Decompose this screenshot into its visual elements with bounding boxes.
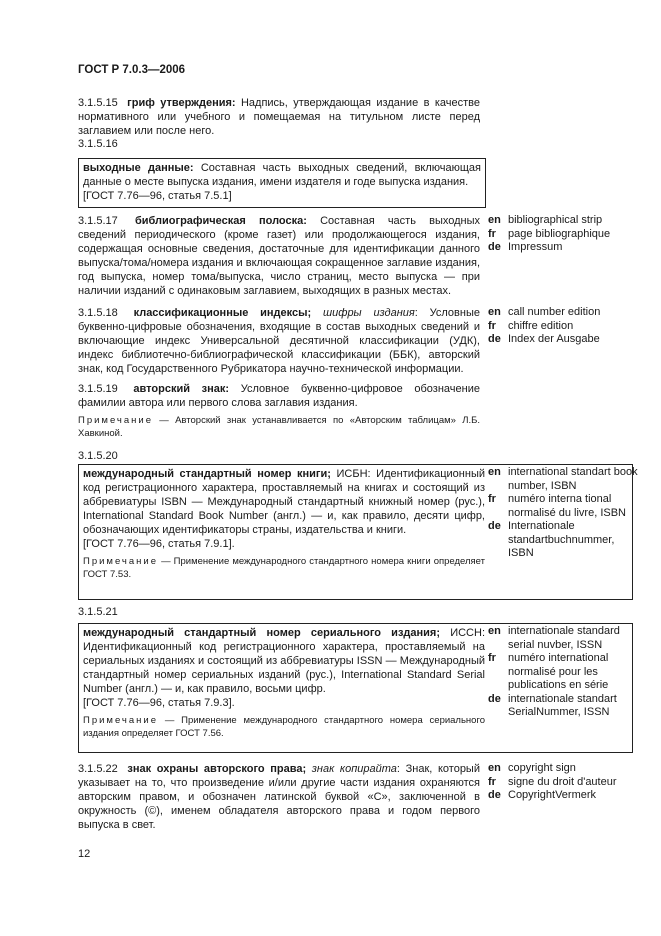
page-number: 12 — [78, 848, 91, 860]
equivalent-de: de Index der Ausgabe — [488, 333, 600, 345]
entry-3-1-5-15 — [78, 96, 480, 138]
note-label: Примечание — [83, 556, 158, 567]
entry-note — [83, 714, 485, 740]
entry-number: 3.1.5.18 — [78, 307, 118, 319]
note-label: Примечание — [78, 415, 153, 426]
equivalent-en: en international standart book number, ISBN — [488, 466, 638, 492]
entry-note — [78, 414, 480, 440]
entry-reference: [ГОСТ 7.76—96, статья 7.9.3]. — [83, 697, 235, 709]
entry-abbreviation: ИСБН: — [336, 468, 371, 480]
entry-definition: Идентификационный код регистрационного характера, проставляемый на книгах и состоящий из аббревиатуры ISBN — Международный стандартный книжный номер (рус.), International Standard Book Number (англ.) — и, как правило, десяти цифр, обозначающих идентификаторы страны, издательства и книги. — [83, 468, 486, 536]
equivalents-3-1-5-18 — [488, 306, 638, 347]
equivalent-de: de Internationale standartbuchnummer, ISBN — [488, 520, 615, 559]
entry-synonym: знак копирайта — [311, 763, 397, 775]
entry-reference: [ГОСТ 7.76—96, статья 7.5.1] — [83, 190, 232, 202]
entry-definition: Идентификационный код регистрационного характера, проставляемый на сериальных изданиях и состоящий из аббревиатуры ISSN — Международный стандартный номер сериальных изданий (рус.), International Standard Serial Number (англ.) — и, как правило, восьми цифр. — [83, 641, 485, 695]
equivalent-en: en internationale standard serial nuvber, ISSN — [488, 625, 620, 651]
equivalents-3-1-5-21 — [488, 625, 638, 720]
equivalent-en: en call number edition — [488, 306, 601, 318]
entry-number: 3.1.5.21 — [78, 606, 118, 618]
page-header: ГОСТ Р 7.0.3—2006 — [78, 64, 186, 76]
entry-number: 3.1.5.16 — [78, 138, 118, 150]
equivalents-3-1-5-17 — [488, 214, 638, 255]
entry-definition: Знак, который указывает на то, что произведение и/или другие части издания охраняются авторским правом, и обозначен латинской буквой «С», заключенной в окружность (©), именем обладателя авторского права и годом первого выпуска в свет. — [78, 763, 480, 831]
equivalent-fr: fr page bibliographique — [488, 227, 611, 240]
entry-abbreviation: ИССН: — [450, 627, 485, 639]
entry-term: авторский знак: — [133, 383, 230, 395]
entry-term: международный стандартный номер книги; — [83, 468, 331, 480]
entry-number: 3.1.5.20 — [78, 450, 118, 462]
entry-definition: Условные буквенно-цифровые обозначения, входящие в состав выходных сведений и включающие индекс Универсальной десятичной классификации (УДК), индекс библиотечно-библиографической классификации (ББК), авторский знак, код Государственного Рубрикатора научно-технической информации. — [78, 307, 480, 375]
equivalent-de: de Impressum — [488, 241, 563, 253]
entry-number: 3.1.5.17 — [78, 215, 118, 227]
entry-3-1-5-22: 3.1.5.22 знак охраны авторского права; знак копирайта: Знак, который указывает на то, что произведение и/или другие части издания охраняются авторским правом, и обозначен латинской буквой «С», заключенной в окружность (©), именем обладателя авторского права и годом первого выпуска в свет. — [78, 763, 480, 831]
entry-3-1-5-20 — [79, 465, 489, 585]
equivalent-fr: fr numéro interna tional normalisé du livre, ISBN — [488, 493, 626, 519]
equivalents-3-1-5-20 — [488, 466, 638, 561]
entry-definition: Составная часть выходных сведений, включающая данные о месте выпуска издания, имени издателя и годе выпуска издания. — [83, 162, 481, 188]
entry-term: знак охраны авторского права; — [127, 763, 307, 775]
entry-number: 3.1.5.19 — [78, 383, 118, 395]
entry-definition: Составная часть выходных сведений периодического (кроме газет) или продолжающегося издания, содержащая основные сведения, достаточные для идентификации данного выпуска/тома/номера издания и включающая сокращенное заглавие издания, год выпуска, номер тома/выпуска, число страниц, место выпуска — при наличии изданий с одинаковым заглавием, выходящих в разных местах. — [78, 215, 480, 297]
entry-term: гриф утверждения: — [127, 97, 236, 109]
entry-definition: Условное буквенно-цифровое обозначение фамилии автора или первого слова заглавия издания. — [78, 383, 480, 409]
entry-reference: [ГОСТ 7.76—96, статья 7.9.1]. — [83, 538, 235, 550]
equivalent-fr: fr chiffre edition — [488, 319, 574, 332]
entry-term: международный стандартный номер сериального издания; — [83, 627, 440, 639]
entry-3-1-5-18: 3.1.5.18 классификационные индексы; шифры издания: Условные буквенно-цифровые обозначения, входящие в состав выходных сведений и включающие индекс Универсальной десятичной классификации (УДК), индекс библиотечно-библиографической классификации (ББК), авторский знак, код Государственного Рубрикатора научно-технической информации. — [78, 307, 480, 375]
entry-term: классификационные индексы; — [133, 307, 312, 319]
note-text: — Применение международного стандартного номера книги определяет ГОСТ 7.53. — [83, 556, 485, 580]
entry-number: 3.1.5.22 — [78, 763, 118, 775]
equivalent-de: de CopyrightVermerk — [488, 789, 597, 801]
entry-number: 3.1.5.15 — [78, 97, 118, 109]
entry-3-1-5-16 — [78, 158, 486, 208]
equivalent-en: en bibliographical strip — [488, 214, 603, 226]
equivalent-en: en copyright sign — [488, 762, 576, 774]
equivalent-fr: fr signe du droit d'auteur — [488, 775, 617, 788]
entry-note — [83, 555, 485, 581]
entry-3-1-5-17 — [78, 214, 480, 298]
note-text: — Применение международного стандартного номера сериального издания определяет ГОСТ 7.56. — [83, 715, 485, 739]
equivalent-fr: fr numéro international normalisé pour les publications en série — [488, 652, 609, 691]
entry-term: выходные данные: — [83, 162, 194, 174]
equivalent-de: de internationale standart SerialNummer, ISSN — [488, 692, 617, 718]
note-text: — Авторский знак устанавливается по «Авторским таблицам» Л.Б. Хавкиной. — [78, 415, 480, 439]
entry-3-1-5-21 — [79, 624, 489, 744]
entry-definition: Надпись, утверждающая издание в качестве нормативного или учебного и помещаемая на титульном листе перед заглавием или после него. — [78, 97, 480, 137]
entry-term: библиографическая полоска: — [134, 215, 307, 227]
note-label: Примечание — [83, 715, 158, 726]
entry-3-1-5-19 — [78, 382, 480, 440]
entry-synonym: шифры издания — [323, 307, 415, 319]
equivalents-3-1-5-22 — [488, 762, 638, 803]
